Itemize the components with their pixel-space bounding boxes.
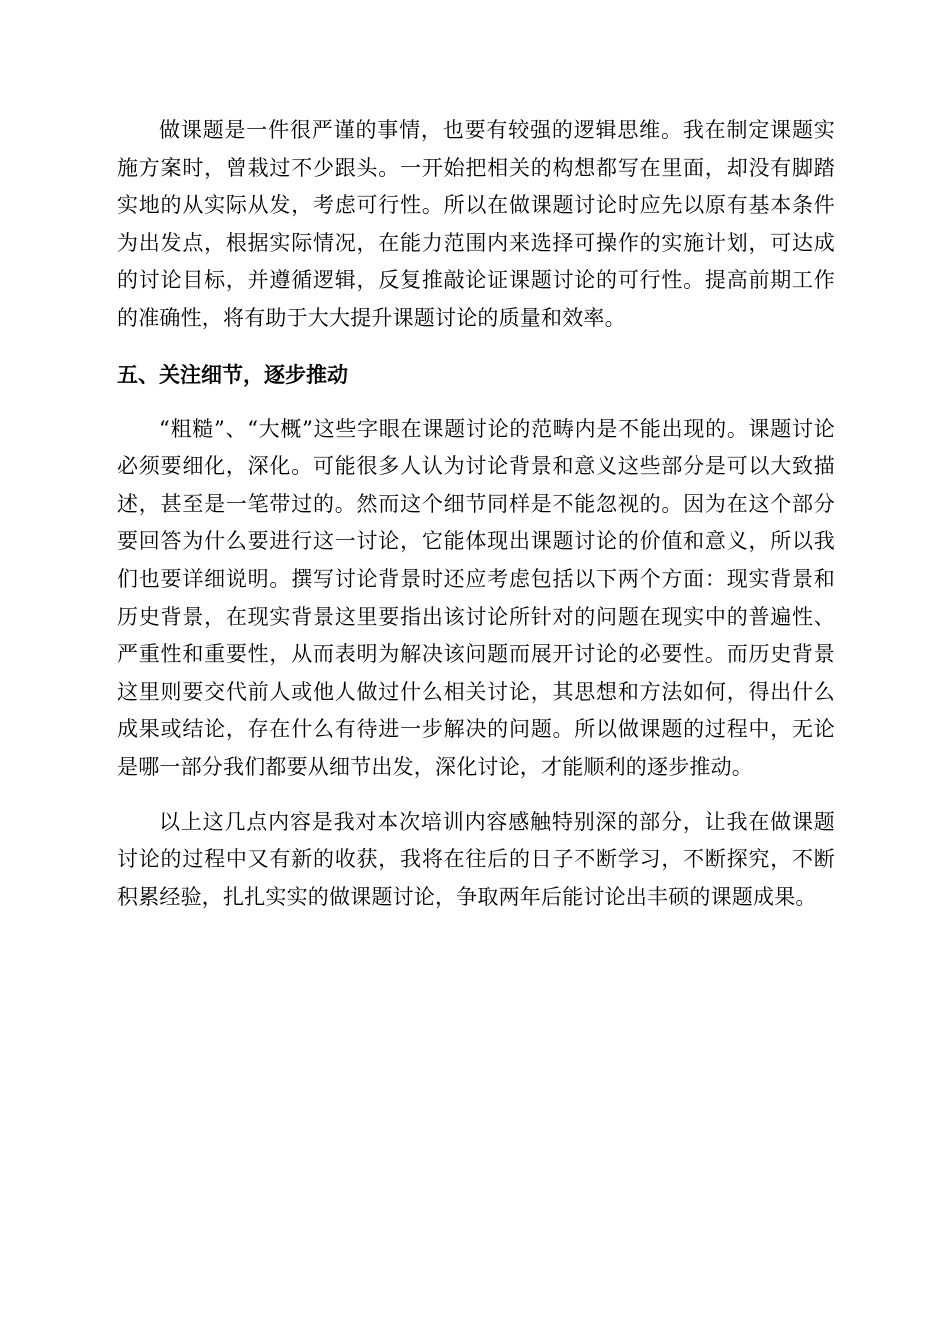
paragraph-conclusion: 以上这几点内容是我对本次培训内容感触特别深的部分，让我在做课题讨论的过程中又有新的收获，我将在往后的日子不断学习，不断探究，不断积累经验，扎扎实实的做课题讨论，争取两年后能讨论出丰硕的课题成果。 [117,809,835,909]
document-body [117,112,835,916]
paragraph-details: “粗糙”、“大概”这些字眼在课题讨论的范畴内是不能出现的。课题讨论必须要细化，深化。可能很多人认为讨论背景和意义这些部分是可以大致描述，甚至是一笔带过的。然而这个细节同样是不能忽视的。因为在这个部分要回答为什么要进行这一讨论，它能体现出课题讨论的价值和意义，所以我们也要详细说明。撰写讨论背景时还应考虑包括以下两个方面：现实背景和历史背景，在现实背景这里要指出该讨论所针对的问题在现实中的普遍性、严重性和重要性，从而表明为解决该问题而展开讨论的必要性。而历史背景这里则要交代前人或他人做过什么相关讨论，其思想和方法如何，得出什么成果或结论，存在什么有待进一步解决的问题。所以做课题的过程中，无论是哪一部分我们都要从细节出发，深化讨论，才能顺利的逐步推动。 [117,416,835,779]
paragraph-feasibility: 做课题是一件很严谨的事情，也要有较强的逻辑思维。我在制定课题实施方案时，曾栽过不少跟头。一开始把相关的构想都写在里面，却没有脚踏实地的从实际从发，考虑可行性。所以在做课题讨论时应先以原有基本条件为出发点，根据实际情况，在能力范围内来选择可操作的实施计划，可达成的讨论目标，并遵循逻辑，反复推敲论证课题讨论的可行性。提高前期工作的准确性，将有助于大大提升课题讨论的质量和效率。 [117,118,835,330]
section-heading-five: 五、关注细节，逐步推动 [117,362,348,387]
